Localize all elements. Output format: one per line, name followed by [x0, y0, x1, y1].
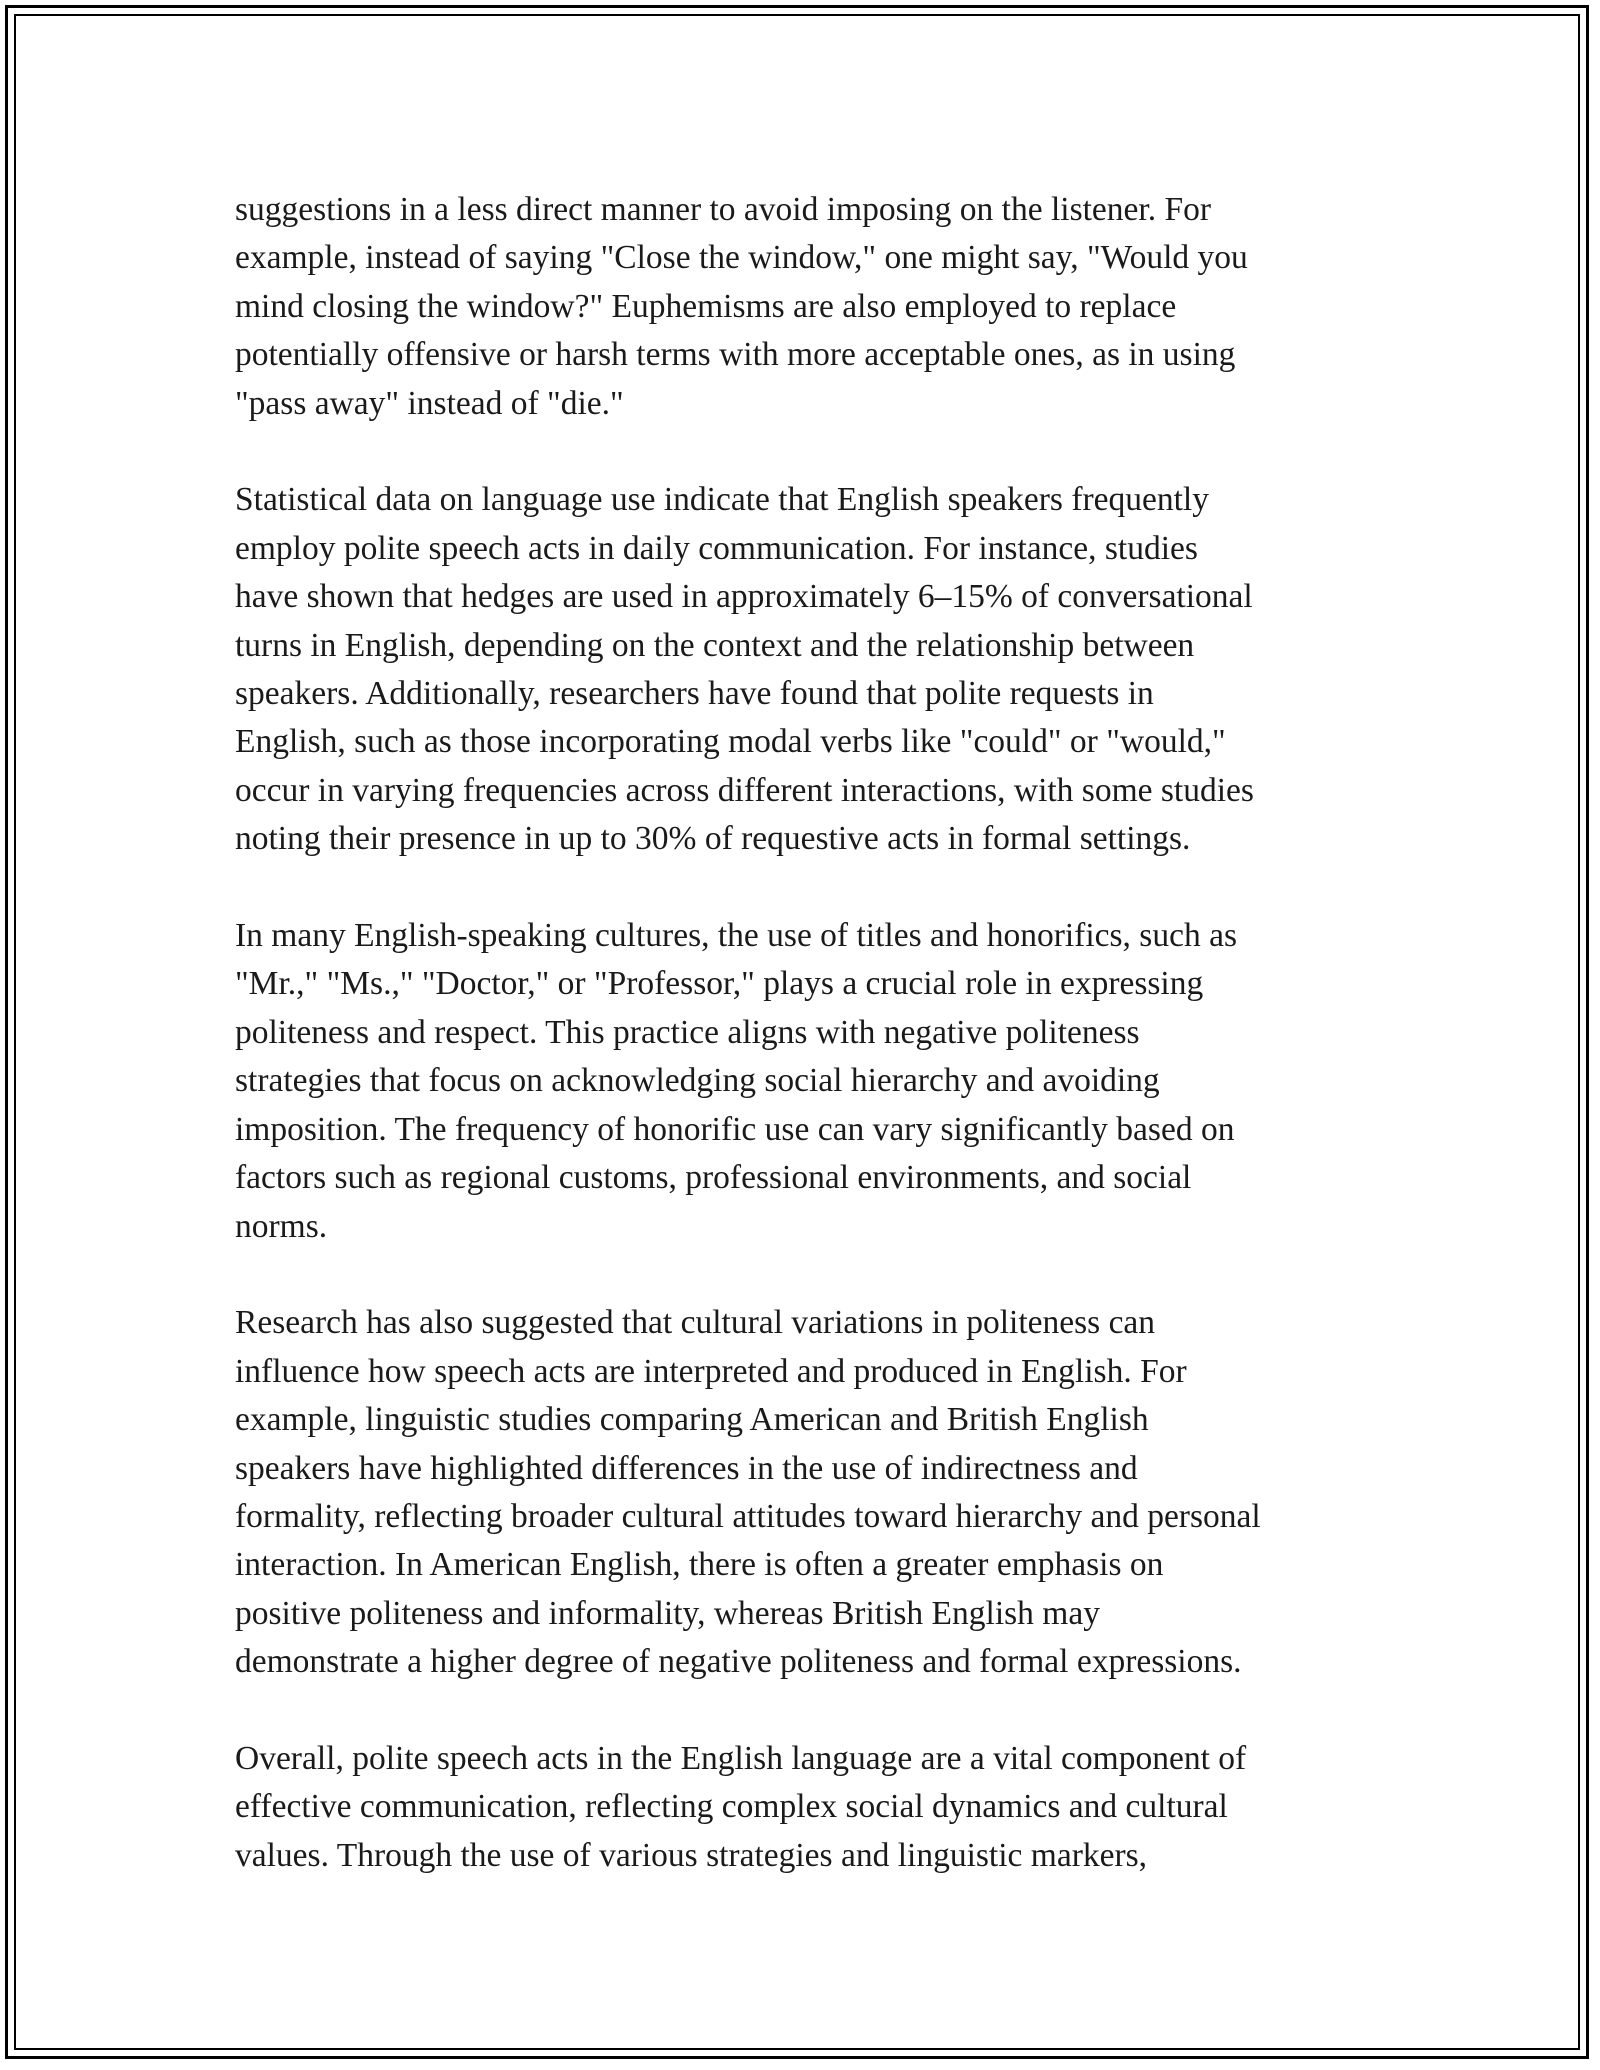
text-line: employ polite speech acts in daily communication. For instance, studies: [235, 529, 1198, 567]
text-line: imposition. The frequency of honorific use can vary significantly based on: [235, 1110, 1235, 1148]
paragraph: [235, 476, 1415, 863]
text-line: "Mr.," "Ms.," "Doctor," or "Professor," plays a crucial role in expressing: [235, 965, 1204, 1003]
text-line: "pass away" instead of "die.": [235, 384, 624, 422]
text-line: potentially offensive or harsh terms with more acceptable ones, as in using: [235, 336, 1236, 374]
paragraph: [235, 1299, 1415, 1686]
text-line: interaction. In American English, there is often a greater emphasis on: [235, 1546, 1164, 1584]
text-line: positive politeness and informality, whereas British English may: [235, 1594, 1100, 1632]
text-line: example, linguistic studies comparing American and British English: [235, 1401, 1149, 1439]
text-line: Overall, polite speech acts in the English language are a vital component of: [235, 1739, 1247, 1777]
text-line: Statistical data on language use indicate that English speakers frequently: [235, 481, 1209, 519]
paragraph: [235, 186, 1415, 428]
text-line: turns in English, depending on the context and the relationship between: [235, 626, 1195, 664]
text-line: speakers. Additionally, researchers have found that polite requests in: [235, 675, 1154, 713]
text-line: mind closing the window?" Euphemisms are also employed to replace: [235, 287, 1177, 325]
text-line: speakers have highlighted differences in the use of indirectness and: [235, 1449, 1138, 1487]
text-line: factors such as regional customs, professional environments, and social: [235, 1159, 1192, 1197]
text-line: have shown that hedges are used in approximately 6–15% of conversational: [235, 578, 1253, 616]
text-line: formality, reflecting broader cultural attitudes toward hierarchy and personal: [235, 1497, 1261, 1535]
document-body: [235, 186, 1415, 1929]
text-line: strategies that focus on acknowledging social hierarchy and avoiding: [235, 1062, 1160, 1100]
paragraph: [235, 912, 1415, 1251]
text-line: Research has also suggested that cultural variations in politeness can: [235, 1304, 1156, 1342]
text-line: values. Through the use of various strategies and linguistic markers,: [235, 1836, 1148, 1874]
text-line: norms.: [235, 1207, 328, 1245]
text-line: noting their presence in up to 30% of requestive acts in formal settings.: [235, 820, 1191, 858]
text-line: politeness and respect. This practice aligns with negative politeness: [235, 1013, 1140, 1051]
text-line: suggestions in a less direct manner to avoid imposing on the listener. For: [235, 191, 1212, 228]
text-line: demonstrate a higher degree of negative politeness and formal expressions.: [235, 1643, 1242, 1681]
paragraph: [235, 1735, 1415, 1880]
text-line: effective communication, reflecting complex social dynamics and cultural: [235, 1788, 1228, 1826]
text-line: example, instead of saying "Close the window," one might say, "Would you: [235, 239, 1248, 277]
text-line: In many English-speaking cultures, the use of titles and honorifics, such as: [235, 917, 1237, 955]
text-line: influence how speech acts are interpreted and produced in English. For: [235, 1352, 1187, 1390]
text-line: occur in varying frequencies across different interactions, with some studies: [235, 771, 1254, 809]
text-line: English, such as those incorporating modal verbs like "could" or "would,": [235, 723, 1226, 761]
